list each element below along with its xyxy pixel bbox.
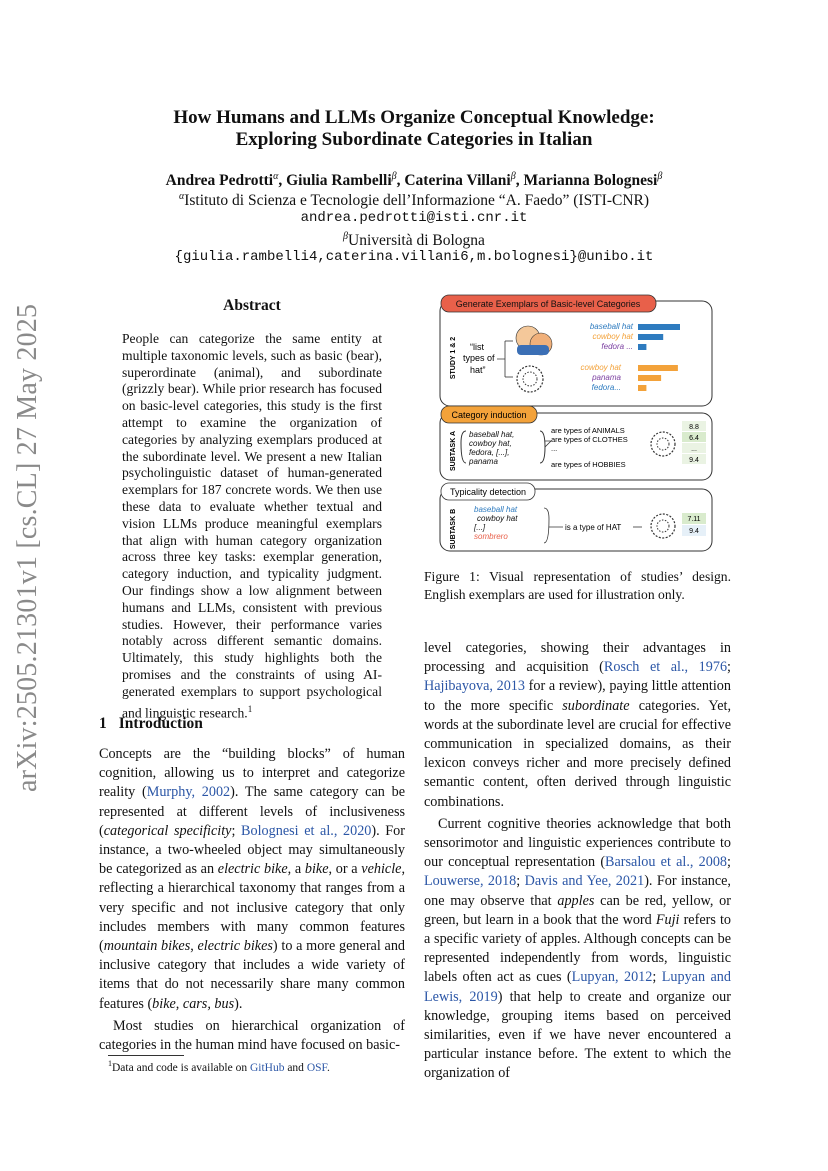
abstract-body: People can categorize the same entity at multiple taxonomic levels, such as basic (bear), superordinate (animal), and subordinate (grizzly bear). While prior research has focused on basic-level categories, this study is the first attempt to examine the organization of categories by analyzing exemplars produced at the subordinate level. We present a new Italian psycholinguistic dataset of human-generated exemplars for 187 concrete words. We then use these data to evaluate whether textual and vision LLMs produce meaningful exemplars that align with human category organization across three key tasks: exemplar generation, category induction, and typicality judgment. Our findings show a low alignment between humans and LLMs, consistent with previous studies. However, their performance varies notably across different semantic domains. Ultimately, this study highlights both the promises and the constraints of using AI-generated exemplars to support psychological and linguistic research.: [122, 331, 382, 721]
humans-icon: [516, 326, 552, 355]
author-1: Andrea Pedrotti: [165, 172, 274, 190]
human-bar: [638, 324, 680, 330]
right-paragraph-2: Current cognitive theories acknowledge that both sensorimotor and linguistic experiences contribute to our conceptual representation (Barsalou et al., 2008; Louwerse, 2018; Davis and Yee, 2021). For instance, one may observe that apples can be red, yellow, or green, but learn in a book that the word Fuji refers to a specific variety of apples. Although concepts can be represented independently from words, linguistic labels often act as cues (Lupyan, 2012; Lupyan and Lewis, 2019) that help to create and organize our knowledge, grouping items based on perceived similarities, even if we have never encountered a particular instance before. The extent to which the organization of: [424, 815, 731, 1082]
section-number: 1: [99, 715, 107, 732]
prompt-text-2: types of: [463, 353, 495, 363]
subtask-b-label: SUBTASK B: [450, 508, 457, 550]
osf-link[interactable]: OSF: [306, 1061, 327, 1074]
cite-lupyan-lewis[interactable]: Lupyan and Lewis, 2019: [424, 969, 731, 1005]
cite-rosch[interactable]: Rosch et al., 1976: [603, 659, 728, 676]
paper-title: [0, 107, 828, 151]
intro-paragraph-2: Most studies on hierarchical organization of categories in the human mind have focused on basic-: [99, 1017, 405, 1054]
section-heading: [99, 715, 215, 733]
abstract-heading: Abstract: [223, 297, 281, 314]
author-3: , Caterina Villani: [396, 172, 511, 190]
category-option: are types of ANIMALS: [551, 426, 625, 435]
human-exemplar: fedora ...: [601, 342, 633, 351]
typicality-score: 7.11: [687, 516, 701, 523]
study-label: STUDY 1 & 2: [450, 336, 457, 380]
category-title: Category induction: [451, 410, 527, 420]
category-score: 6.4: [689, 435, 699, 442]
llm-bar: [638, 365, 678, 371]
affiliation-2: $^\beta$Università di Bologna: [343, 231, 485, 250]
email-2[interactable]: {giulia.rambelli4,caterina.villani6,m.bolognesi}@unibo.it: [174, 249, 654, 265]
brain-icon: [517, 366, 543, 392]
subtask-a-label: SUBTASK A: [450, 430, 457, 472]
affiliation-2-text: Università di Bologna: [348, 232, 485, 250]
human-exemplar: cowboy hat: [592, 332, 633, 341]
category-exemplar: fedora, [...],: [469, 448, 510, 457]
cite-murphy[interactable]: Murphy, 2002: [146, 784, 231, 801]
cite-barsalou[interactable]: Barsalou et al., 2008: [605, 854, 728, 871]
category-option: ...: [551, 444, 558, 453]
human-bar: [638, 344, 646, 350]
cite-louwerse[interactable]: Louwerse, 2018: [424, 873, 517, 890]
cite-hajibayova[interactable]: Hajibayova, 2013: [424, 678, 525, 695]
category-option: are types of HOBBIES: [551, 460, 626, 469]
typicality-exemplar: baseball hat: [474, 505, 518, 514]
typicality-exemplar: [...]: [474, 523, 486, 532]
cite-davis[interactable]: Davis and Yee, 2021: [524, 873, 645, 890]
prompt-text-1: “list: [470, 342, 484, 352]
title-line-1: How Humans and LLMs Organize Conceptual Knowledge:: [173, 107, 655, 128]
category-option: are types of CLOTHES: [551, 435, 628, 444]
cite-lupyan[interactable]: Lupyan, 2012: [571, 969, 653, 986]
right-paragraph-1: level categories, showing their advantages in processing and acquisition (Rosch et al., 1976; Hajibayova, 2013 for a review), paying little attention to the more specific subordinate categories. Yet, words at the subordinate level are crucial for effective communication in specialized domains, as their lexicon conveys richer and more precisely defined semantic content, often derived through linguistic combinations. Current cognitive theories acknowledge that both sensorimotor and linguistic experiences contribute to our conceptual representation (Barsalou et al., 2008; Louwerse, 2018; Davis and Yee, 2021). For instance, one may observe that apples can be red, yellow, or green, but learn in a book that the word Fuji refers to a specific variety of apples. Although concepts can be represented independently from words, linguistic labels often act as cues (Lupyan, 2012; Lupyan and Lewis, 2019) that help to create and organize our knowledge, grouping items based on perceived similarities, even if we have never encountered a particular instance before. The extent to which the organization of: [424, 639, 731, 1084]
category-exemplar: baseball hat,: [469, 430, 515, 439]
affiliation-1-text: Istituto di Scienza e Tecnologie dell’Informazione “A. Faedo” (ISTI-CNR): [184, 192, 650, 210]
category-score: 9.4: [689, 457, 699, 464]
author-2: , Giulia Rambelli: [278, 172, 392, 190]
typicality-option: is a type of HAT: [565, 523, 622, 532]
typicality-exemplar: sombrero: [474, 532, 508, 541]
author-list: Andrea Pedrotti$^\alpha$, Giulia Rambelli$^\beta$, Caterina Villani$^\beta$, Marianna Bolognesi$^\beta$: [165, 171, 663, 190]
arxiv-stamp: arXiv:2505.21301v1 [cs.CL] 27 May 2025: [12, 303, 43, 792]
human-bar: [638, 334, 663, 340]
llm-exemplar: cowboy hat: [580, 363, 621, 372]
brain-icon-2: [651, 432, 675, 456]
title-line-2: Exploring Subordinate Categories in Italian: [235, 129, 593, 150]
llm-exemplar: panama: [592, 373, 621, 382]
cite-bolognesi[interactable]: Bolognesi et al., 2020: [241, 822, 372, 839]
category-score: ...: [691, 446, 697, 453]
typicality-title: Typicality detection: [449, 487, 527, 497]
category-exemplar: panama: [469, 457, 498, 466]
typicality-score: 9.4: [689, 528, 699, 535]
section-title: Introduction: [118, 715, 203, 732]
llm-bar: [638, 375, 661, 381]
llm-bar: [638, 385, 646, 391]
term-categorical-specificity: categorical specificity: [103, 822, 232, 839]
figure-1: [439, 293, 714, 555]
affiliation-1: $^\alpha$Istituto di Scienza e Tecnologie dell’Informazione “A. Faedo” (ISTI-CNR): [178, 191, 650, 210]
brain-icon-3: [651, 514, 675, 538]
prompt-text-3: hat”: [470, 365, 486, 375]
github-link[interactable]: GitHub: [249, 1061, 285, 1074]
footnote-rule: [108, 1055, 184, 1056]
figure-caption: Figure 1: Visual representation of studies’ design. English exemplars are used for illustration only.: [424, 569, 731, 602]
llm-exemplar: fedora...: [591, 383, 621, 392]
abstract-text: People can categorize the same entity at multiple taxonomic levels, such as basic (bear), superordinate (animal), and subordinate (grizzly bear). While prior research has focused on basic-level categories, this study is the first attempt to examine the organization of categories by analyzing exemplars produced at the subordinate level. We present a new Italian psycholinguistic dataset of human-generated exemplars for 187 concrete words. We then use these data to evaluate whether textual and vision LLMs produce meaningful exemplars that align with human category organization across three key tasks: exemplar generation, category induction, and typicality judgment. Our findings show a low alignment between humans and LLMs, consistent with previous studies. However, their performance varies notably across different semantic domains. Ultimately, this study highlights both the promises and the constraints of using AI-generated exemplars to support psychological and linguistic research.$^1$: [122, 331, 382, 721]
typicality-exemplar: cowboy hat: [477, 514, 518, 523]
author-4: , Marianna Bolognesi: [515, 172, 658, 190]
category-score: 8.8: [689, 424, 699, 431]
generate-title: Generate Exemplars of Basic-level Categories: [455, 299, 641, 309]
human-exemplar: baseball hat: [589, 322, 633, 331]
footnote: $^1$Data and code is available on GitHub and OSF.: [108, 1059, 330, 1074]
category-exemplar: cowboy hat,: [469, 439, 512, 448]
intro-paragraph-1: Concepts are the “building blocks” of human cognition, allowing us to interpret and categorize reality (Murphy, 2002). The same category can be represented at different levels of inclusiveness (categorical specificity; Bolognesi et al., 2020). For instance, a two-wheeled object may simultaneously be categorized as an electric bike, a bike, or a vehicle, reflecting a hierarchical taxonomy that ranges from a very specific and not inclusive category that only includes members with many common features (mountain bikes, electric bikes) to a more general and inclusive category that includes a wide variety of items that do not necessarily share many common features (bike, cars, bus). Most studies on hierarchical organization of categories in the human mind have focused on basic-: [99, 745, 405, 1055]
email-1[interactable]: andrea.pedrotti@isti.cnr.it: [300, 210, 528, 226]
